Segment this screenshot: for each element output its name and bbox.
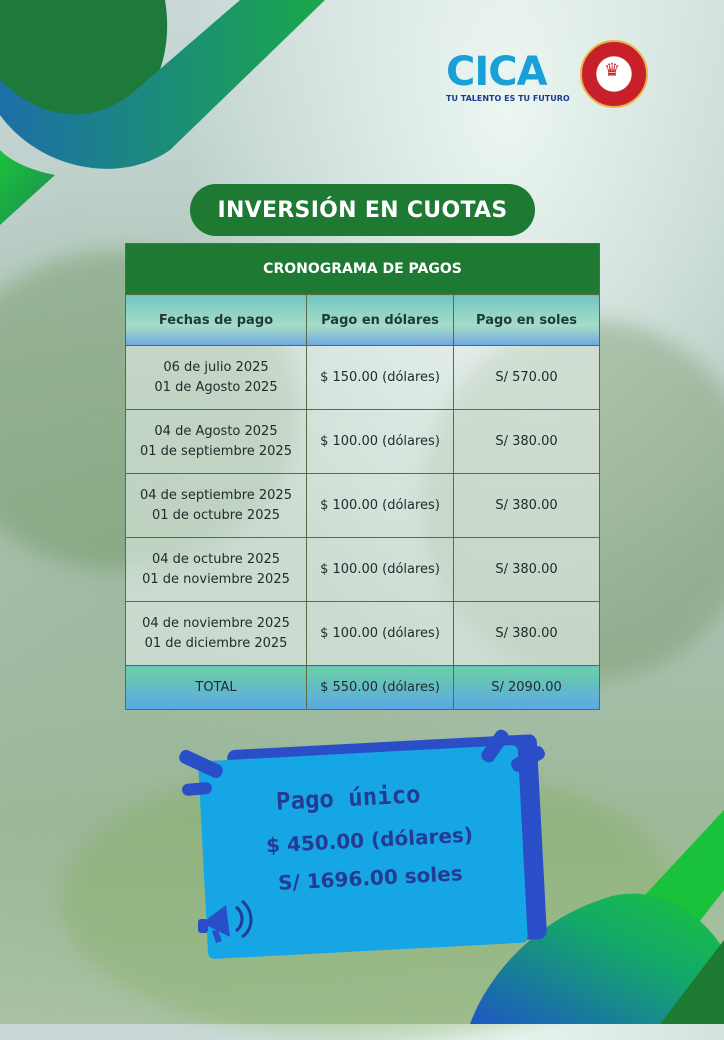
table-row — [126, 602, 600, 666]
megaphone-icon — [196, 893, 256, 948]
payment-usd: $ 100.00 (dólares) — [307, 602, 454, 666]
cica-logo — [446, 40, 646, 110]
payment-pen: S/ 570.00 — [454, 346, 600, 410]
page-title: INVERSIÓN EN CUOTAS — [190, 184, 535, 236]
payment-dates: 04 de octubre 2025 01 de noviembre 2025 — [126, 538, 307, 602]
single-payment-usd: $ 450.00 (dólares) — [265, 822, 474, 858]
column-header-usd: Pago en dólares — [307, 295, 454, 346]
table-row — [126, 410, 600, 474]
payment-usd: $ 100.00 (dólares) — [307, 410, 454, 474]
payment-dates: 04 de noviembre 2025 01 de diciembre 2025 — [126, 602, 307, 666]
payment-schedule-table — [125, 243, 600, 710]
payment-dates: 06 de julio 2025 01 de Agosto 2025 — [126, 346, 307, 410]
payment-usd: $ 150.00 (dólares) — [307, 346, 454, 410]
table-row — [126, 538, 600, 602]
logo-tagline: TU TALENTO ES TU FUTURO — [446, 94, 570, 103]
table-row — [126, 346, 600, 410]
payment-pen: S/ 380.00 — [454, 538, 600, 602]
table-row — [126, 474, 600, 538]
payment-pen: S/ 380.00 — [454, 410, 600, 474]
crown-icon: ♛ — [604, 60, 621, 81]
table-title: CRONOGRAMA DE PAGOS — [126, 244, 600, 295]
column-header-dates: Fechas de pago — [126, 295, 307, 346]
payment-pen: S/ 380.00 — [454, 602, 600, 666]
university-seal — [580, 40, 648, 108]
payment-usd: $ 100.00 (dólares) — [307, 538, 454, 602]
table-total-row — [126, 666, 600, 710]
payment-dates: 04 de Agosto 2025 01 de septiembre 2025 — [126, 410, 307, 474]
payment-usd: $ 100.00 (dólares) — [307, 474, 454, 538]
single-payment-title: Pago único — [275, 780, 422, 816]
payment-dates: 04 de septiembre 2025 01 de octubre 2025 — [126, 474, 307, 538]
column-header-pen: Pago en soles — [454, 295, 600, 346]
total-label: TOTAL — [126, 666, 307, 710]
logo-brand: CICA — [446, 49, 547, 95]
payment-pen: S/ 380.00 — [454, 474, 600, 538]
total-usd: $ 550.00 (dólares) — [307, 666, 454, 710]
total-pen: S/ 2090.00 — [454, 666, 600, 710]
single-payment-pen: S/ 1696.00 soles — [277, 861, 464, 895]
